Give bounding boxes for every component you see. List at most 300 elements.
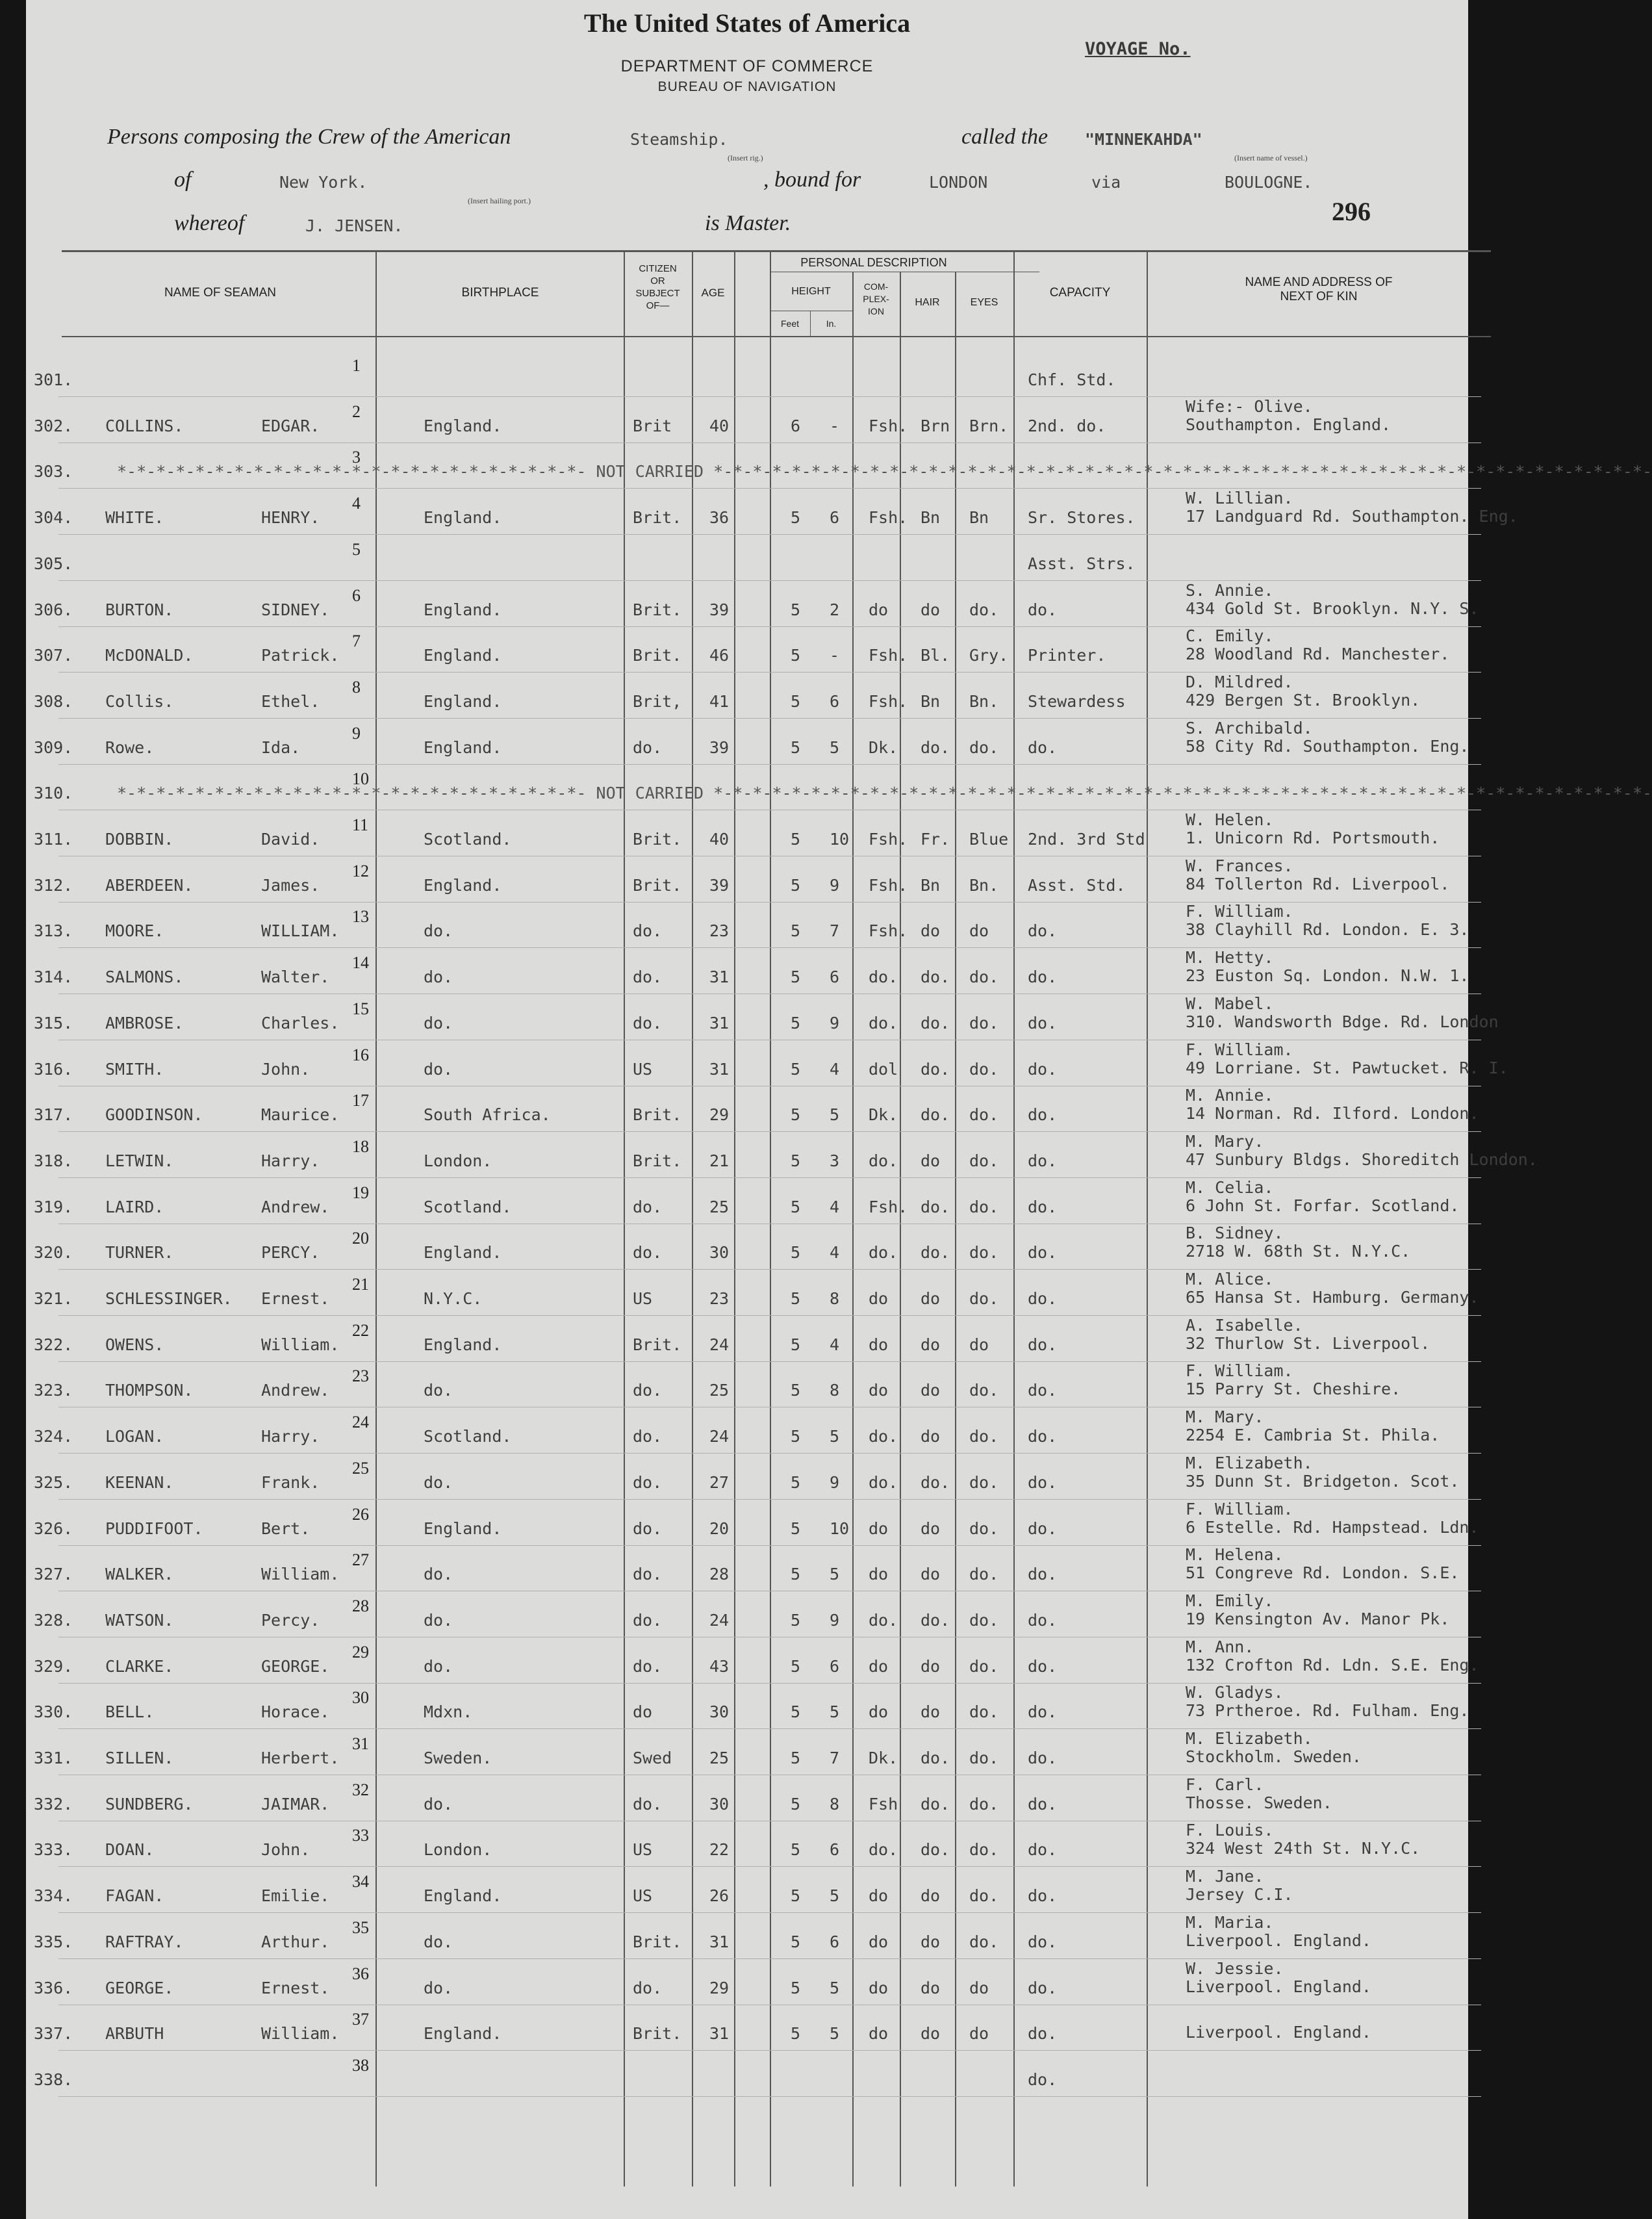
height-feet: 5 <box>791 1243 801 1263</box>
capacity: do. <box>1028 1105 1058 1125</box>
capacity: Chf. Std. <box>1028 370 1116 389</box>
seaman-surname: COLLINS. <box>105 416 184 435</box>
next-of-kin-address: 2718 W. 68th St. N.Y.C. <box>1186 1242 1411 1261</box>
line-number: 18 <box>352 1136 369 1156</box>
eyes: do. <box>969 968 999 987</box>
seaman-given: Emilie. <box>261 1886 330 1906</box>
complexion: Fsh <box>869 1794 898 1814</box>
column-divider <box>955 272 956 2187</box>
column-divider <box>852 272 854 2187</box>
next-of-kin-name: W. Mabel. <box>1186 994 1274 1013</box>
hair: Bn <box>921 691 941 711</box>
next-of-kin-address: 23 Euston Sq. London. N.W. 1. <box>1186 966 1469 986</box>
height-inches: 9 <box>830 1472 840 1492</box>
birthplace: Scotland. <box>424 830 512 849</box>
via-port: BOULOGNE. <box>1225 173 1313 192</box>
height-feet: 5 <box>791 1105 801 1125</box>
age: 30 <box>709 1702 730 1722</box>
next-of-kin-name: M. Mary. <box>1186 1407 1264 1427</box>
hair: do. <box>921 1840 950 1860</box>
height-feet: 5 <box>791 2024 801 2044</box>
next-of-kin-address: 32 Thurlow St. Liverpool. <box>1186 1333 1430 1353</box>
seaman-given: Frank. <box>261 1472 320 1492</box>
hair: do. <box>921 1794 950 1814</box>
complexion: Fsh. <box>869 508 908 528</box>
citizenship: do. <box>633 1519 663 1538</box>
next-of-kin-name: F. William. <box>1186 1361 1293 1381</box>
citizenship: Brit. <box>633 646 682 665</box>
height-inches: 8 <box>830 1794 840 1814</box>
row-serial: 304. <box>34 508 73 528</box>
complexion: do <box>869 1289 889 1308</box>
complexion: Dk. <box>869 1749 898 1767</box>
seaman-given: Harry. <box>261 1151 320 1170</box>
next-of-kin-name: W. Gladys. <box>1186 1683 1284 1702</box>
seaman-given: Bert. <box>261 1519 311 1538</box>
not-carried-strike <box>117 784 1652 803</box>
age: 27 <box>709 1472 730 1492</box>
complexion: Fsh. <box>869 646 908 665</box>
height-feet: 5 <box>791 600 801 619</box>
next-of-kin-address: Liverpool. England. <box>1186 2023 1371 2042</box>
line-number: 38 <box>352 2055 369 2075</box>
row-serial: 310. <box>34 784 73 803</box>
row-serial: 305. <box>34 554 73 573</box>
capacity: Asst. Strs. <box>1028 554 1136 573</box>
line-number: 27 <box>352 1550 369 1570</box>
next-of-kin-name: F. Carl. <box>1186 1775 1264 1794</box>
next-of-kin-name: F. William. <box>1186 1499 1293 1519</box>
height-inches: 8 <box>830 1289 840 1308</box>
line-number: 6 <box>352 585 361 605</box>
seaman-surname: WATSON. <box>105 1610 174 1630</box>
seaman-surname: WALKER. <box>105 1565 174 1584</box>
seaman-given: David. <box>261 830 320 849</box>
next-of-kin-address: 49 Lorriane. St. Pawtucket. R. I. <box>1186 1058 1508 1077</box>
birthplace: do. <box>424 1610 453 1630</box>
height-feet: 5 <box>791 1059 801 1079</box>
citizenship: do. <box>633 1656 663 1676</box>
capacity: 2nd. do. <box>1028 416 1106 435</box>
eyes: do. <box>969 1105 999 1125</box>
strike-marks: *-*-*-*-*-*-*-*-*-*-*-*-*-*-*-*-*-*-*-*-*-*-*-*- <box>117 462 596 481</box>
line-number: 22 <box>352 1320 369 1340</box>
citizenship: Brit. <box>633 508 682 528</box>
row-serial: 322. <box>34 1335 73 1354</box>
eyes: do. <box>969 1749 999 1767</box>
hair: do. <box>921 738 950 757</box>
document-title: The United States of America <box>583 8 911 38</box>
next-of-kin-name: D. Mildred. <box>1186 672 1293 691</box>
next-of-kin-address: 6 John St. Forfar. Scotland. <box>1186 1196 1460 1215</box>
seaman-surname: SUNDBERG. <box>105 1794 194 1814</box>
table-top-border <box>62 250 1491 252</box>
hair: do. <box>921 1059 950 1079</box>
eyes: do <box>969 921 989 941</box>
line-number: 23 <box>352 1366 369 1386</box>
seaman-surname: GOODINSON. <box>105 1105 203 1125</box>
hair: do <box>921 1335 941 1354</box>
complexion: do. <box>869 1243 898 1263</box>
complexion: Fsh. <box>869 1197 908 1216</box>
line-number: 29 <box>352 1642 369 1661</box>
citizenship: do. <box>633 1978 663 1997</box>
next-of-kin-address: 17 Landguard Rd. Southampton. Eng. <box>1186 507 1518 526</box>
height-inches: 9 <box>830 875 840 895</box>
next-of-kin-name: M. Helena. <box>1186 1545 1284 1565</box>
age: 31 <box>709 1013 730 1033</box>
birthplace: do. <box>424 1472 453 1492</box>
age: 31 <box>709 2024 730 2044</box>
eyes: do <box>969 1335 989 1354</box>
page-number: 296 <box>1332 197 1371 226</box>
hair: do <box>921 1519 941 1538</box>
via-label: via <box>1091 173 1121 192</box>
of-label: of <box>174 168 192 192</box>
height-inches: 5 <box>830 1565 840 1584</box>
complexion: do <box>869 1702 889 1722</box>
height-feet: 5 <box>791 1197 801 1216</box>
height-inches: 5 <box>830 1978 840 1997</box>
height-feet: 5 <box>791 1840 801 1860</box>
eyes: do. <box>969 1243 999 1263</box>
age: 30 <box>709 1794 730 1814</box>
birthplace: England. <box>424 600 502 619</box>
birthplace: do. <box>424 921 453 941</box>
height-inches: 4 <box>830 1197 840 1216</box>
eyes: do. <box>969 1013 999 1033</box>
line-number: 2 <box>352 402 361 421</box>
capacity: do. <box>1028 1289 1058 1308</box>
hair: do <box>921 600 941 619</box>
column-divider <box>1013 250 1015 2187</box>
next-of-kin-address: Southampton. England. <box>1186 415 1391 434</box>
height-feet: 5 <box>791 1749 801 1767</box>
seaman-given: Maurice. <box>261 1105 340 1125</box>
citizenship: do. <box>633 921 663 941</box>
capacity: Asst. Std. <box>1028 875 1126 895</box>
capacity: Sr. Stores. <box>1028 508 1136 528</box>
eyes: do <box>969 1978 989 1997</box>
seaman-given: Andrew. <box>261 1197 330 1216</box>
eyes: do. <box>969 1610 999 1630</box>
crew-label: Persons composing the Crew of the American <box>107 125 511 149</box>
seaman-given: Herbert. <box>261 1749 340 1767</box>
line-number: 3 <box>352 448 361 467</box>
birthplace: England. <box>424 508 502 528</box>
seaman-given: Patrick. <box>261 646 340 665</box>
height-inches: 5 <box>830 738 840 757</box>
eyes: Bn <box>969 508 989 528</box>
next-of-kin-address: 429 Bergen St. Brooklyn. <box>1186 690 1421 710</box>
citizenship: US <box>633 1289 653 1308</box>
height-inches: 6 <box>830 968 840 987</box>
seaman-given: JAIMAR. <box>261 1794 330 1814</box>
seaman-given: Horace. <box>261 1702 330 1722</box>
birthplace: England. <box>424 875 502 895</box>
seaman-surname: ARBUTH <box>105 2024 164 2044</box>
height-inches: 6 <box>830 1932 840 1951</box>
row-rule <box>58 764 1481 765</box>
height-feet: 5 <box>791 1978 801 1997</box>
row-serial: 336. <box>34 1978 73 1997</box>
complexion: do <box>869 1381 889 1400</box>
age: 25 <box>709 1197 730 1216</box>
birthplace: do. <box>424 1059 453 1079</box>
hair: Brn <box>921 416 950 435</box>
birthplace: Mdxn. <box>424 1702 473 1722</box>
col-birthplace: BIRTHPLACE <box>461 286 539 300</box>
citizenship: do. <box>633 1427 663 1446</box>
line-number: 10 <box>352 769 369 789</box>
seaman-surname: PUDDIFOOT. <box>105 1519 203 1538</box>
capacity: do. <box>1028 1794 1058 1814</box>
row-serial: 301. <box>34 370 73 389</box>
height-feet: 5 <box>791 875 801 895</box>
row-serial: 323. <box>34 1381 73 1400</box>
row-serial: 320. <box>34 1243 73 1263</box>
age: 40 <box>709 830 730 849</box>
row-serial: 313. <box>34 921 73 941</box>
hair: do. <box>921 1472 950 1492</box>
seaman-surname: SALMONS. <box>105 968 184 987</box>
citizenship: do. <box>633 1243 663 1263</box>
eyes: do. <box>969 1886 999 1906</box>
eyes: do. <box>969 1565 999 1584</box>
capacity: do. <box>1028 1381 1058 1400</box>
eyes: Gry. <box>969 646 1009 665</box>
citizenship: do. <box>633 1794 663 1814</box>
seaman-surname: LAIRD. <box>105 1197 164 1216</box>
seaman-given: John. <box>261 1059 311 1079</box>
age: 39 <box>709 875 730 895</box>
column-divider <box>692 250 693 2187</box>
seaman-surname: DOBBIN. <box>105 830 174 849</box>
row-serial: 334. <box>34 1886 73 1906</box>
age: 29 <box>709 1978 730 1997</box>
eyes: do. <box>969 1289 999 1308</box>
seaman-surname: BURTON. <box>105 600 174 619</box>
height-feet: 5 <box>791 830 801 849</box>
seaman-surname: CLARKE. <box>105 1656 174 1676</box>
hair: do. <box>921 1105 950 1125</box>
next-of-kin-address: 14 Norman. Rd. Ilford. London. <box>1186 1104 1479 1123</box>
line-number: 36 <box>352 1964 369 1983</box>
birthplace: England. <box>424 2024 502 2044</box>
eyes: do. <box>969 1151 999 1170</box>
row-serial: 333. <box>34 1840 73 1860</box>
citizenship: do. <box>633 738 663 757</box>
age: 31 <box>709 968 730 987</box>
capacity: do. <box>1028 600 1058 619</box>
next-of-kin-address: 2254 E. Cambria St. Phila. <box>1186 1426 1440 1445</box>
line-number: 7 <box>352 632 361 651</box>
citizenship: Brit. <box>633 1105 682 1125</box>
row-rule <box>58 2050 1481 2051</box>
next-of-kin-address: 1. Unicorn Rd. Portsmouth. <box>1186 828 1440 847</box>
bureau-name: BUREAU OF NAVIGATION <box>657 79 837 94</box>
col-citizen: CITIZEN OR SUBJECT OF— <box>635 263 680 311</box>
capacity: do. <box>1028 1519 1058 1538</box>
age: 31 <box>709 1932 730 1951</box>
birthplace: London. <box>424 1840 492 1860</box>
seaman-given: William. <box>261 1565 340 1584</box>
row-serial: 324. <box>34 1427 73 1446</box>
next-of-kin-address: 51 Congreve Rd. London. S.E. <box>1186 1563 1460 1583</box>
height-inches: 7 <box>830 1749 840 1767</box>
birthplace: England. <box>424 1886 502 1906</box>
eyes: do. <box>969 1794 999 1814</box>
seaman-surname: AMBROSE. <box>105 1013 184 1033</box>
line-number: 4 <box>352 494 361 513</box>
vessel-hint: (Insert name of vessel.) <box>1234 153 1308 162</box>
seaman-given: William. <box>261 2024 340 2044</box>
height-feet: 5 <box>791 691 801 711</box>
complexion: do <box>869 1886 889 1906</box>
age: 23 <box>709 1289 730 1308</box>
next-of-kin-address: Liverpool. England. <box>1186 1930 1371 1950</box>
next-of-kin-address: 73 Prtheroe. Rd. Fulham. Eng. <box>1186 1701 1469 1721</box>
crew-list-document <box>26 0 1652 2219</box>
vessel-name: "MINNEKAHDA" <box>1085 130 1202 149</box>
next-of-kin-name: M. Ann. <box>1186 1637 1254 1656</box>
not-carried-strike <box>117 462 1652 481</box>
height-feet: 5 <box>791 1381 801 1400</box>
seaman-given: HENRY. <box>261 508 320 528</box>
height-feet: 5 <box>791 1427 801 1446</box>
seaman-given: Walter. <box>261 968 330 987</box>
complexion: Fsh. <box>869 691 908 711</box>
next-of-kin-name: F. William. <box>1186 902 1293 921</box>
height-inches: 6 <box>830 1840 840 1860</box>
complexion: do. <box>869 1013 898 1033</box>
birthplace: England. <box>424 416 502 435</box>
line-number: 32 <box>352 1780 369 1799</box>
row-serial: 315. <box>34 1013 73 1033</box>
capacity: do. <box>1028 738 1058 757</box>
citizenship: do <box>633 1702 653 1722</box>
next-of-kin-name: M. Elizabeth. <box>1186 1453 1313 1472</box>
line-number: 37 <box>352 2010 369 2029</box>
col-age: AGE <box>701 287 725 299</box>
birthplace: do. <box>424 1932 453 1951</box>
hair: do <box>921 1381 941 1400</box>
height-feet: 5 <box>791 738 801 757</box>
birthplace: England. <box>424 1335 502 1354</box>
complexion: Dk. <box>869 738 898 757</box>
height-feet: 5 <box>791 921 801 941</box>
height-feet: 5 <box>791 1335 801 1354</box>
row-serial: 329. <box>34 1656 73 1676</box>
row-serial: 337. <box>34 2024 73 2044</box>
height-feet: 6 <box>791 416 801 435</box>
height-inches: 6 <box>830 508 840 528</box>
next-of-kin-name: W. Frances. <box>1186 856 1293 875</box>
seaman-surname: KEENAN. <box>105 1472 174 1492</box>
line-number: 14 <box>352 953 369 973</box>
height-feet: 5 <box>791 1151 801 1170</box>
hair: Fr. <box>921 830 950 849</box>
citizenship: Brit. <box>633 875 682 895</box>
line-number: 30 <box>352 1688 369 1708</box>
height-inches: 3 <box>830 1151 840 1170</box>
seaman-surname: SCHLESSINGER. <box>105 1289 233 1308</box>
column-divider <box>900 272 901 2187</box>
rig-hint: (Insert rig.) <box>728 153 763 162</box>
age: 41 <box>709 691 730 711</box>
height-feet: 5 <box>791 1702 801 1722</box>
height-feet: 5 <box>791 508 801 528</box>
complexion: Dk. <box>869 1105 898 1125</box>
eyes: do. <box>969 1840 999 1860</box>
row-serial: 317. <box>34 1105 73 1125</box>
hair: Bl. <box>921 646 950 665</box>
birthplace: England. <box>424 646 502 665</box>
row-serial: 326. <box>34 1519 73 1538</box>
seaman-surname: LETWIN. <box>105 1151 174 1170</box>
hair: do. <box>921 1749 950 1767</box>
hair: do <box>921 1151 941 1170</box>
line-number: 35 <box>352 1918 369 1937</box>
capacity: do. <box>1028 1886 1058 1906</box>
line-number: 20 <box>352 1229 369 1248</box>
citizenship: Brit. <box>633 1151 682 1170</box>
capacity: do. <box>1028 1197 1058 1216</box>
citizenship: Brit. <box>633 1932 682 1951</box>
row-serial: 330. <box>34 1702 73 1722</box>
seaman-given: GEORGE. <box>261 1656 330 1676</box>
complexion: do <box>869 1519 889 1538</box>
eyes: do. <box>969 1932 999 1951</box>
height-inches: 9 <box>830 1610 840 1630</box>
hair: Bn <box>921 508 941 528</box>
next-of-kin-name: B. Sidney. <box>1186 1224 1284 1243</box>
row-serial: 321. <box>34 1289 73 1308</box>
birthplace: England. <box>424 1519 502 1538</box>
row-serial: 308. <box>34 691 73 711</box>
citizenship: do. <box>633 1013 663 1033</box>
height-inches: 10 <box>830 1519 850 1538</box>
seaman-surname: Rowe. <box>105 738 155 757</box>
col-feet: Feet <box>780 318 799 329</box>
row-serial: 307. <box>34 646 73 665</box>
hair: Bn <box>921 875 941 895</box>
next-of-kin-address: Thosse. Sweden. <box>1186 1793 1332 1812</box>
line-number: 19 <box>352 1183 369 1202</box>
hair: do <box>921 1565 941 1584</box>
birthplace: do. <box>424 1656 453 1676</box>
col-personal-description: PERSONAL DESCRIPTION <box>800 256 947 269</box>
complexion: do <box>869 1335 889 1354</box>
not-carried-label: NOT CARRIED <box>596 784 704 803</box>
citizenship: do. <box>633 968 663 987</box>
citizenship: Brit. <box>633 2024 682 2044</box>
line-number: 5 <box>352 539 361 559</box>
next-of-kin-name: Wife:- Olive. <box>1186 396 1313 416</box>
seaman-surname: FAGAN. <box>105 1886 164 1906</box>
hair: do <box>921 2024 941 2044</box>
hair: do <box>921 1978 941 1997</box>
eyes: do. <box>969 1472 999 1492</box>
eyes: do. <box>969 1656 999 1676</box>
citizenship: Swed <box>633 1749 672 1767</box>
next-of-kin-address: 434 Gold St. Brooklyn. N.Y. S. <box>1186 598 1479 618</box>
col-hair: HAIR <box>915 297 940 308</box>
height-inches: 5 <box>830 1702 840 1722</box>
seaman-given: Arthur. <box>261 1932 330 1951</box>
next-of-kin-address: 6 Estelle. Rd. Hampstead. Ldn. <box>1186 1517 1479 1537</box>
height-inches: 6 <box>830 691 840 711</box>
